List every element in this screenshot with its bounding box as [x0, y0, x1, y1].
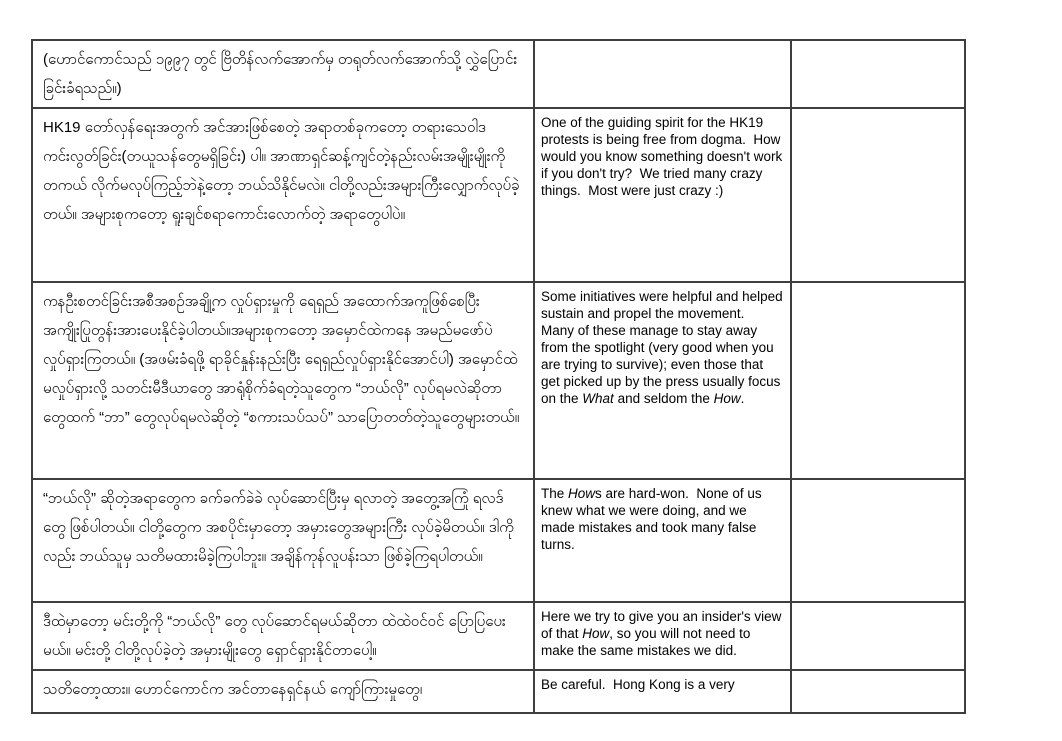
text-run: and seldom the [613, 391, 714, 406]
burmese-source-cell[interactable]: ဒီထဲမှာတော့ မင်းတို့ကို “ဘယ်လို” တွေ လုပ်ဆောင်ရမယ်ဆိုတာ ထဲထဲဝင်ဝင် ပြောပြပေးမယ်။ မင်းတို့ ငါတို့လုပ်ခဲ့တဲ့ အမှားမျိုးတွေ ရှောင်ရှားနိုင်တာပေါ့။ [32, 602, 534, 670]
english-translation-cell[interactable] [534, 108, 791, 282]
english-translation-cell[interactable] [534, 670, 791, 713]
text-run: Some initiatives were helpful and helped sustain and propel the movement. Many of these manage to stay away from the spotlight (very good when you are trying to survive); even those that get picked up by the press usually focus on the [541, 289, 787, 406]
english-translation-cell[interactable] [534, 479, 791, 602]
english-translation-cell[interactable] [534, 40, 791, 108]
table-row [32, 282, 965, 479]
burmese-source-cell[interactable]: ကနဦးစတင်ခြင်းအစီအစဉ်အချို့က လှုပ်ရှားမှုကို ရေရှည် အထောက်အကူဖြစ်စေပြီး အကျိုးပြုတွန်းအားပေးနိုင်ခဲ့ပါတယ်။အများစုကတော့ အမှောင်ထဲကနေ အမည်မဖော်ပဲလှုပ်ရှားကြတယ်။ (အဖမ်းခံရဖို့ ရာခိုင်နှုန်းနည်းပြီး ရေရှည်လှုပ်ရှားနိုင်အောင်ပါ) အမှောင်ထဲမလှုပ်ရှားလို့ သတင်းမီဒီယာတွေ အာရုံစိုက်ခံရတဲ့သူတွေက “ဘယ်လို” လုပ်ရမလဲဆိုတာတွေထက် “ဘာ” တွေလုပ်ရမလဲဆိုတဲ့ “စကားသပ်သပ်” သာပြောတတ်တဲ့သူတွေများတယ်။ [32, 282, 534, 479]
italic-text-run: How [582, 626, 610, 641]
text-run: One of the guiding spirit for the HK19 protests is being free from dogma. How would you know something doesn't work if you don't try? We tried many crazy things. Most were just crazy :) [541, 115, 786, 198]
text-run: Here we try to give you an insider's view of that [541, 609, 786, 641]
text-run: The [541, 486, 569, 501]
english-translation-cell[interactable] [534, 602, 791, 670]
table-row [32, 479, 965, 602]
table-row [32, 602, 965, 670]
burmese-source-cell[interactable]: HK19 တော်လှန်ရေးအတွက် အင်အားဖြစ်စေတဲ့ အရာတစ်ခုကတော့ တရားသေဝါဒကင်းလွတ်ခြင်း(တယူသန်တွေမရှိခြင်း) ပါ။ အာဏာရှင်ဆန့်ကျင်တဲ့နည်းလမ်းအမျိုးမျိုးကို တကယ် လိုက်မလုပ်ကြည့်ဘဲနဲ့တော့ ဘယ်သိနိုင်မလဲ။ ငါတို့လည်းအများကြီးလျှောက်လုပ်ခဲ့တယ်။ အများစုကတော့ ရူးချင်စရာကောင်းလောက်တဲ့ အရာတွေပါပဲ။ [32, 108, 534, 282]
notes-cell[interactable] [791, 670, 965, 713]
text-run: s are hard-won. None of us knew what we were doing, and we made mistakes and took many false turns. [541, 486, 766, 552]
burmese-source-cell[interactable]: “ဘယ်လို” ဆိုတဲ့အရာတွေက ခက်ခက်ခဲခဲ လုပ်ဆောင်ပြီးမှ ရလာတဲ့ အတွေ့အကြုံ ရလဒ်တွေ ဖြစ်ပါတယ်။ ငါတို့တွေက အစပိုင်းမှာတော့ အမှားတွေအများကြီး လုပ်ခဲ့မိတယ်။ ဒါကိုလည်း ဘယ်သူမှ သတိမထားမိခဲ့ကြပါဘူး။ အချိန်ကုန်လူပန်းသာ ဖြစ်ခဲ့ကြရပါတယ်။ [32, 479, 534, 602]
notes-cell[interactable] [791, 108, 965, 282]
notes-cell[interactable] [791, 479, 965, 602]
table-row [32, 40, 965, 108]
notes-cell[interactable] [791, 282, 965, 479]
text-run: . [740, 391, 745, 406]
notes-cell[interactable] [791, 40, 965, 108]
italic-text-run: How [713, 391, 741, 406]
notes-cell[interactable] [791, 602, 965, 670]
italic-text-run: How [568, 486, 596, 501]
translation-table [31, 39, 966, 714]
burmese-source-cell[interactable]: သတိတော့ထား။ ဟောင်ကောင်က အင်တာနေရှင်နယ် ကျော်ကြားမှုတွေ၊ [32, 670, 534, 713]
text-run: , so you will not need to make the same mistakes we did. [541, 626, 755, 658]
burmese-source-cell[interactable]: (ဟောင်ကောင်သည် ၁၉၉၇ တွင် ဗြိတိန်လက်အောက်မှ တရုတ်လက်အောက်သို့ လွှဲပြောင်းခြင်းခံရသည်။) [32, 40, 534, 108]
table-row [32, 108, 965, 282]
english-translation-cell[interactable] [534, 282, 791, 479]
translation-table-body [32, 40, 965, 713]
italic-text-run: What [582, 391, 614, 406]
table-row [32, 670, 965, 713]
text-run: Be careful. Hong Kong is a very [541, 677, 735, 692]
